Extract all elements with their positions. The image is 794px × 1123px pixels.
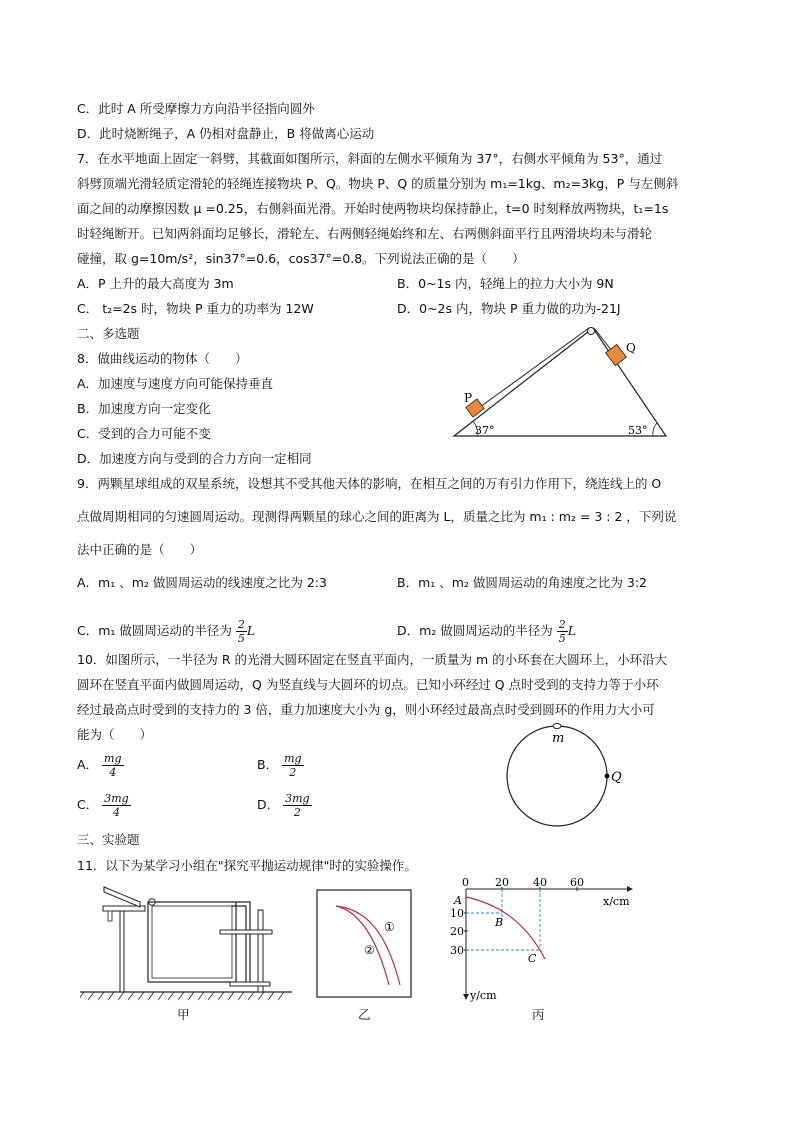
q7-option-b: B．0~1s 内，轻绳上的拉力大小为 9N: [397, 276, 614, 291]
ring-figure: [500, 722, 640, 834]
q10-option-b: B． $\frac{mg}{2}$: [257, 752, 302, 779]
q11-stem: 11．以下为某学习小组在"探究平抛运动规律"时的实验操作。: [77, 858, 417, 873]
incline-figure: [448, 322, 672, 442]
q10-stem-line4: 能为（ ）: [77, 727, 153, 742]
small-ring-icon: [553, 724, 561, 729]
q9-option-d: D．m₂ 做圆周运动的半径为 $\frac{2}{5}$ L: [397, 618, 577, 645]
board-stand: [232, 906, 246, 982]
q8-stem: 8．做曲线运动的物体（ ）: [77, 351, 248, 366]
x-tick-label: 60: [570, 877, 584, 889]
stand-base: [230, 982, 270, 986]
q7-stem-line3: 面之间的动摩擦因数 μ =0.25，右侧斜面光滑。开始时使两物块均保持静止，t=0 时刻释放两物块，t₁=1s: [77, 201, 669, 216]
angle-arc-right: [653, 423, 657, 436]
q10-stem-line3: 经过最高点时受到的支持力的 3 倍，重力加速度大小为 g，则小环经过最高点时受到圆环的作用力大小可: [77, 702, 655, 717]
q6-option-c: C．此时 A 所受摩擦力方向沿半径指向圆外: [77, 101, 315, 116]
angle-right-label: 53°: [628, 424, 648, 437]
apparatus-figure: [80, 880, 295, 1005]
upright-post: [258, 910, 263, 992]
q8-option-b: B．加速度方向一定变化: [77, 401, 211, 416]
q8-option-d: D．加速度方向与受到的合力方向一定相同: [77, 451, 312, 466]
rope-right: [594, 328, 612, 351]
board-frame: [148, 902, 236, 982]
q7-stem-line1: 7．在水平地面上固定一斜劈，其截面如图所示，斜面的左侧水平倾角为 37°，右侧水平倾角为 53°，通过: [77, 151, 663, 166]
clamp-bar: [220, 930, 272, 934]
q7-stem-line4: 时轻绳断开。已知两斜面均足够长，滑轮左、右两侧轻绳始终和左、右两侧斜面平行且两滑块均未与滑轮: [77, 226, 653, 241]
point-c-label: C: [528, 952, 537, 965]
x-tick-label: 40: [533, 877, 547, 889]
q8-option-c: C．受到的合力可能不变: [77, 426, 211, 441]
fraction-two-fifths: $\frac{2}{5}$: [237, 618, 245, 645]
y-tick-label: 30: [450, 944, 464, 957]
q6-option-d: D．此时烧断绳子，A 仍相对盘静止，B 将做离心运动: [77, 126, 375, 141]
trajectory-figure: [316, 889, 414, 999]
trajectory-label-1: ①: [384, 920, 395, 934]
y-tick-label: 20: [450, 925, 464, 938]
point-b-label: B: [495, 916, 504, 929]
label-jia: 甲: [177, 1007, 190, 1022]
fraction-two-fifths: $\frac{2}{5}$: [558, 618, 566, 645]
label-yi: 乙: [358, 1007, 371, 1022]
angle-left-label: 37°: [475, 424, 495, 437]
ground-hatching: [80, 992, 284, 1000]
q7-option-c: C． t₂=2s 时，物块 P 重力的功率为 12W: [77, 301, 314, 316]
y-axis-label: y/cm: [470, 989, 497, 1002]
chute: [104, 887, 140, 907]
y-tick-label: 10: [450, 907, 464, 920]
label-q: Q: [611, 770, 622, 785]
rope-left: [480, 328, 589, 407]
label-bing: 丙: [532, 1007, 545, 1022]
section-experiment-heading: 三、实验题: [77, 832, 140, 847]
q7-stem-line5: 碰撞，取 g=10m/s²，sin37°=0.6，cos37°=0.8。下列说法正确的是（ ）: [77, 251, 525, 266]
x-axis-label: x/cm: [603, 895, 630, 908]
q9-option-b: B．m₁ 、m₂ 做圆周运动的角速度之比为 3:2: [397, 575, 647, 590]
q7-stem-line2: 斜劈顶端光滑轻质定滑轮的轻绳连接物块 P、Q。物块 P、Q 的质量分别为 m₁=1kg、m₂=3kg，P 与左侧斜: [77, 176, 679, 191]
label-p: P: [464, 391, 473, 405]
point-a-label: A: [454, 894, 462, 907]
x-tick-label: 0: [462, 877, 469, 889]
point-q: [605, 774, 610, 779]
label-q: Q: [626, 341, 636, 355]
trajectory-label-2: ②: [364, 943, 375, 957]
q7-option-a: A．P 上升的最大高度为 3m: [77, 276, 234, 291]
q10-stem-line2: 圆环在竖直平面内做圆周运动，Q 为竖直线与大圆环的切点。已知小环经过 Q 点时受到的支持力等于小环: [77, 677, 659, 692]
q9-option-c: C．m₁ 做圆周运动的半径为 $\frac{2}{5}$ L: [77, 618, 256, 645]
q8-option-a: A．加速度与速度方向可能保持垂直: [77, 376, 274, 391]
q10-stem-line1: 10．如图所示，一半径为 R 的光滑大圆环固定在竖直平面内，一质量为 m 的小环套在大圆环上，小环沿大: [77, 652, 668, 667]
trajectory-graph: [445, 877, 640, 1005]
q9-stem-line3: 法中正确的是（ ）: [77, 542, 203, 557]
q9-option-a: A．m₁ 、m₂ 做圆周运动的线速度之比为 2:3: [77, 575, 327, 590]
x-tick-label: 20: [495, 877, 509, 889]
q10-option-c: C． $\frac{3mg}{4}$: [77, 792, 129, 819]
table-leg: [120, 911, 124, 992]
q10-option-d: D． $\frac{3mg}{2}$: [257, 792, 310, 819]
q10-option-a: A． $\frac{mg}{4}$: [77, 752, 122, 779]
q7-option-d: D．0~2s 内，物块 P 重力做的功为-21J: [397, 301, 621, 316]
section-multi-choice-heading: 二、多选题: [77, 326, 140, 341]
q9-stem-line2: 点做周期相同的匀速圆周运动。现测得两颗星的球心之间的距离为 L，质量之比为 m₁ : m₂ = 3 : 2 ，下列说: [77, 509, 677, 524]
label-m: m: [552, 731, 565, 746]
q9-stem-line1: 9．两颗星球组成的双星系统，设想其不受其他天体的影响，在相互之间的万有引力作用下，绕连线上的 O: [77, 476, 662, 491]
